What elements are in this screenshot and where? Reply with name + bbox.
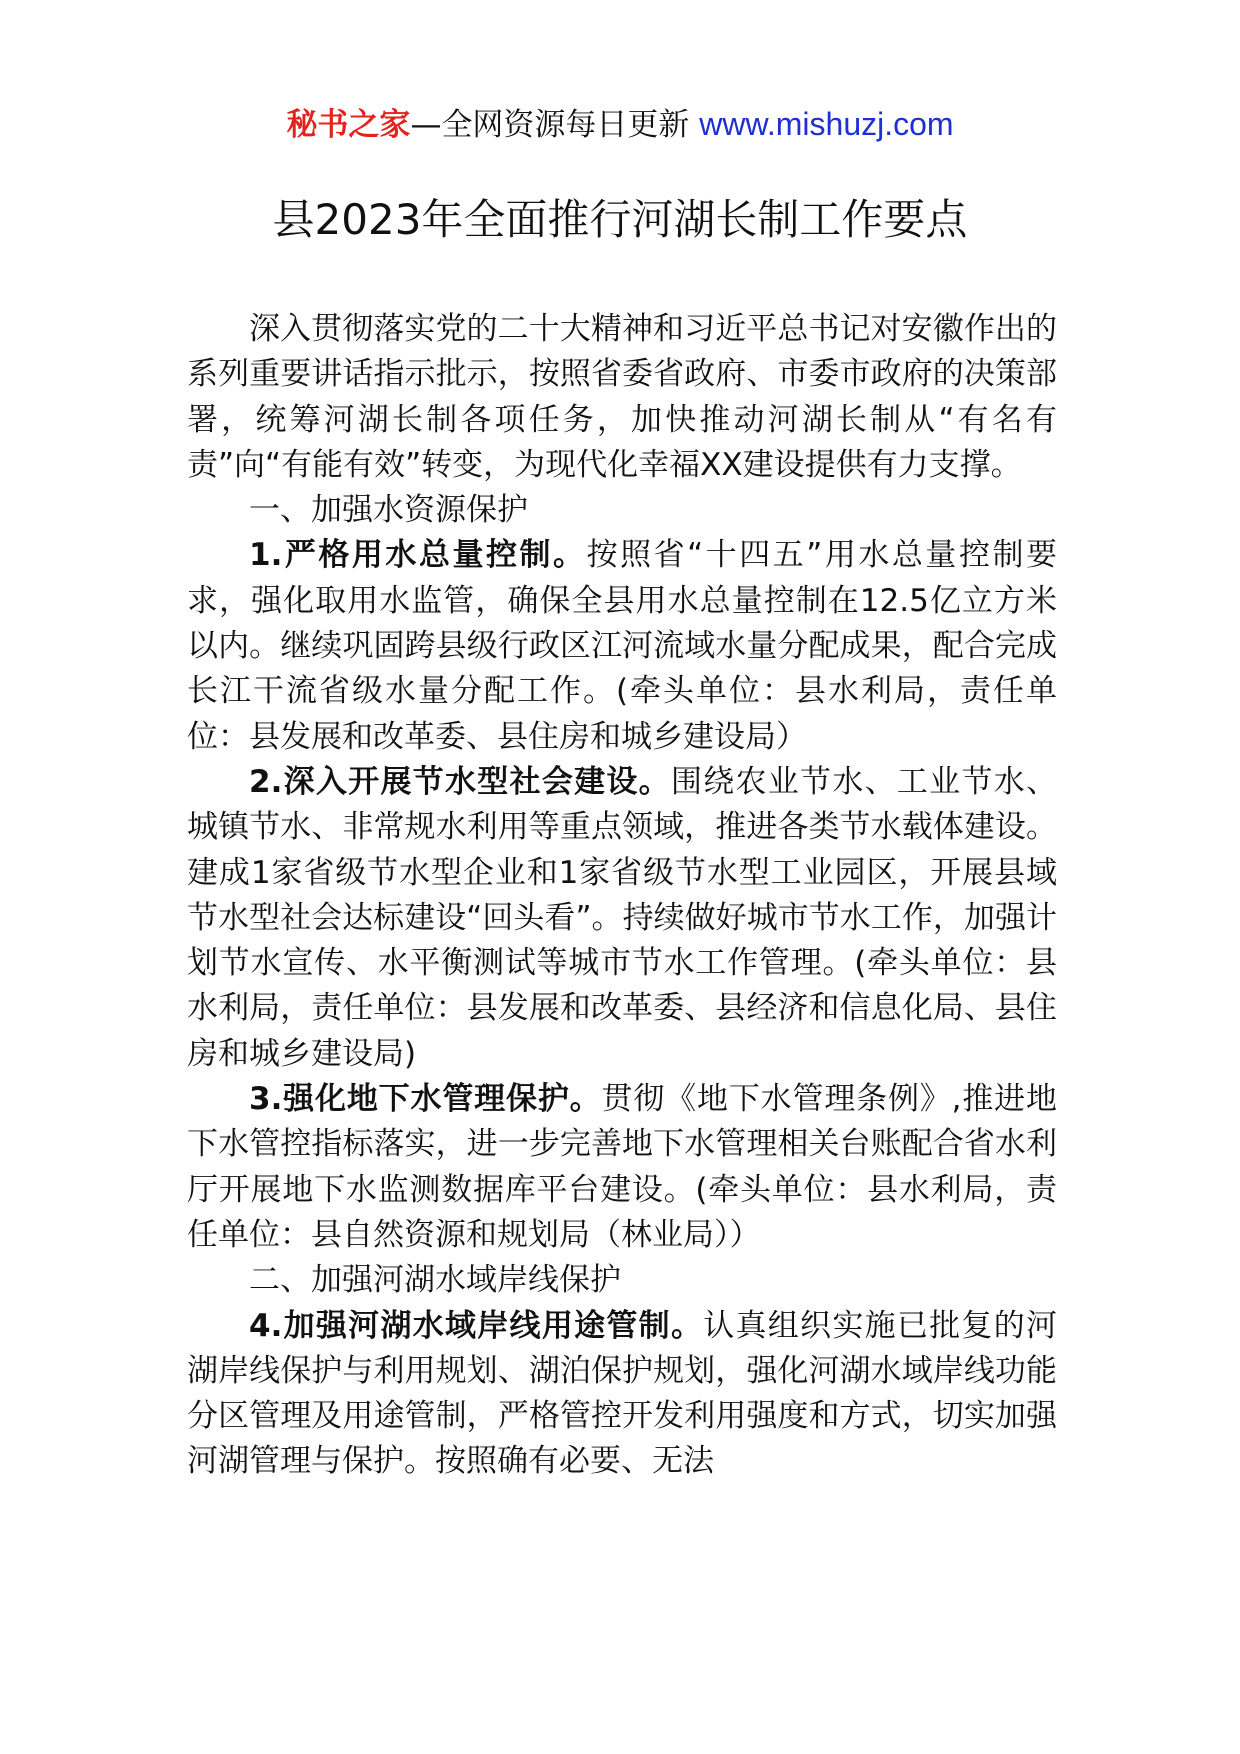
site-url-link[interactable]: www.mishuzj.com: [699, 106, 954, 142]
section-heading-1: 一、加强水资源保护: [249, 492, 528, 529]
document-body: [187, 307, 1057, 1485]
item-text-1: 按照省“十四五”用水总量控制要求，强化取用水监管，确保全县用水总量控制在12.5亿立方米以内。继续巩固跨县级行政区江河流域水量分配成果，配合完成长江干流省级水量分配工作。(牵头单位：县水利局，责任单位：县发展和改革委、县住房和城乡建设局）: [187, 537, 1057, 755]
item-paragraph-1: [187, 533, 1057, 759]
intro-paragraph: 深入贯彻落实党的二十大精神和习近平总书记对安徽作出的系列重要讲话指示批示，按照省委省政府、市委市政府的决策部署，统筹河湖长制各项任务，加快推动河湖长制从“有名有责”向“有能有效”转变，为现代化幸福XX建设提供有力支撑。: [187, 311, 1057, 483]
item-lead-3: 3.强化地下水管理保护。: [249, 1081, 602, 1118]
site-brand: 秘书之家: [286, 107, 411, 143]
item-lead-2: 2.深入开展节水型社会建设。: [249, 763, 671, 800]
item-text-2: 围绕农业节水、工业节水、城镇节水、非常规水利用等重点领域，推进各类节水载体建设。建成1家省级节水型企业和1家省级节水型工业园区，开展县域节水型社会达标建设“回头看”。持续做好城市节水工作，加强计划节水宣传、水平衡测试等城市节水工作管理。(牵头单位：县水利局，责任单位：县发展和改革委、县经济和信息化局、县住房和城乡建设局): [187, 763, 1057, 1072]
document-title: 县2023年全面推行河湖长制工作要点: [272, 195, 968, 244]
item-lead-4: 4.加强河湖水域岸线用途管制。: [249, 1307, 704, 1344]
item-text-4: 认真组织实施已批复的河湖岸线保护与利用规划、湖泊保护规划，强化河湖水域岸线功能分区管理及用途管制，严格管控开发利用强度和方式，切实加强河湖管理与保护。按照确有必要、无法: [187, 1307, 1057, 1480]
item-paragraph-3: [187, 1077, 1057, 1258]
item-paragraph-2: [187, 760, 1057, 1077]
item-text-3: 贯彻《地下水管理条例》,推进地下水管控指标落实，进一步完善地下水管理相关台账配合省水利厅开展地下水监测数据库平台建设。(牵头单位：县水利局，责任单位：县自然资源和规划局（林业局））: [187, 1081, 1057, 1253]
item-paragraph-4: [187, 1304, 1057, 1485]
section-heading-2: 二、加强河湖水域岸线保护: [249, 1262, 621, 1299]
item-lead-1: 1.严格用水总量控制。: [249, 537, 587, 574]
site-tagline: —全网资源每日更新: [410, 107, 700, 143]
site-header: [0, 102, 1240, 147]
